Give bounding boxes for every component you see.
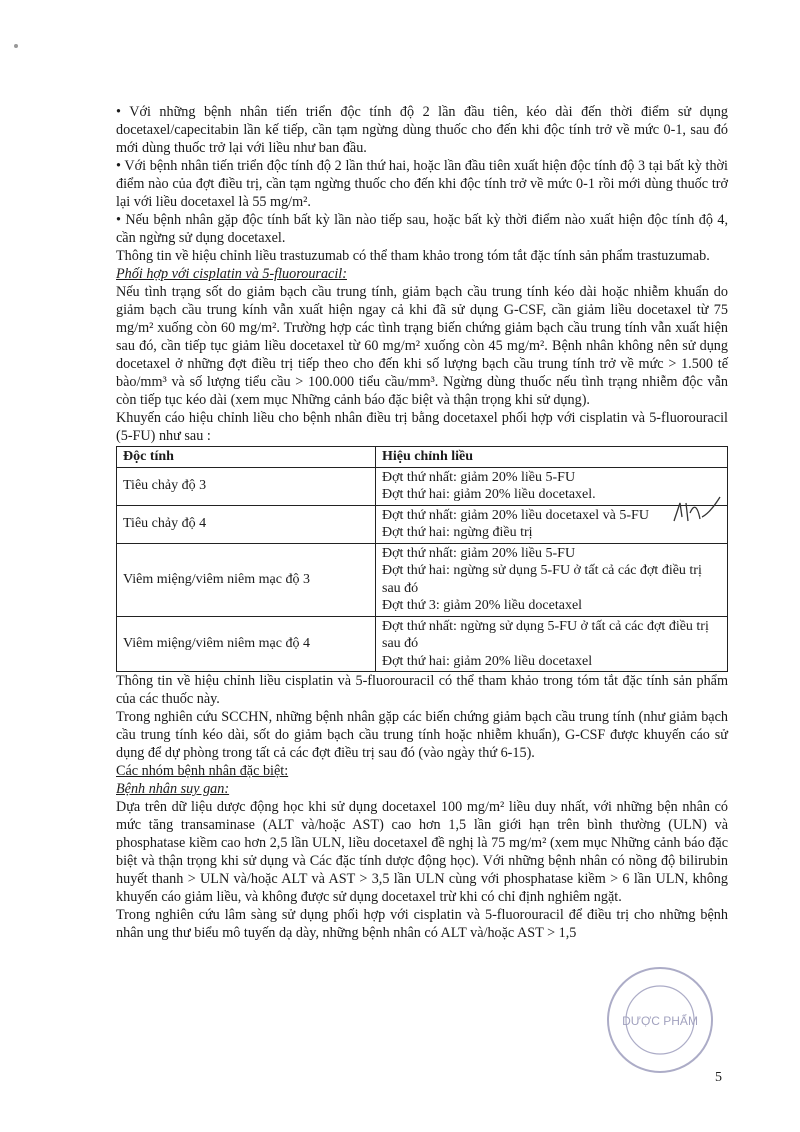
cisplatin-heading: Phối hợp với cisplatin và 5-fluorouracil: xyxy=(116,266,347,282)
after-table-note: Thông tin về hiệu chỉnh liều cisplatin và 5-fluorouracil có thể tham khảo trong tóm tắt đặc tính sản phẩm của các thuốc này. xyxy=(116,673,728,707)
table-header-row xyxy=(117,447,728,468)
table-row xyxy=(117,543,728,616)
adjustment-line: Đợt thứ nhất: giảm 20% liều 5-FU xyxy=(382,469,576,485)
adjustment-line: Đợt thứ hai: ngừng điều trị xyxy=(382,525,533,540)
page-number: 5 xyxy=(715,1070,722,1085)
liver-heading: Bệnh nhân suy gan: xyxy=(116,781,230,797)
trastuzumab-note: Thông tin về hiệu chỉnh liều trastuzumab có thể tham khảo trong tóm tắt đặc tính sản phẩm trastuzumab. xyxy=(116,248,710,264)
bullet-3: • Nếu bệnh nhân gặp độc tính bất kỳ lần nào tiếp sau, hoặc bất kỳ thời điểm nào xuất hiện độc tính độ 4, cần ngừng sử dụng docetaxel. xyxy=(116,212,728,246)
adjustment-line: Đợt thứ nhất: ngừng sử dụng 5-FU ở tất cả các đợt điều trị sau đó xyxy=(382,618,709,651)
table-cell-toxicity: Viêm miệng/viêm niêm mạc độ 4 xyxy=(117,616,376,672)
table-cell-toxicity: Tiêu chảy độ 3 xyxy=(117,467,376,505)
special-groups-heading: Các nhóm bệnh nhân đặc biệt: xyxy=(116,763,289,779)
adjustment-line: Đợt thứ hai: giảm 20% liều docetaxel xyxy=(382,653,593,669)
bullet-1: • Với những bệnh nhân tiến triển độc tính độ 2 lần đầu tiên, kéo dài đến thời điểm sử dụng docetaxel/capecitabin lần kế tiếp, cần tạm ngừng dùng thuốc cho đến khi độc tính trở về mức 0-1, sau đó mới dùng thuốc trở lại với liều như ban đầu. xyxy=(116,104,728,156)
company-stamp-icon xyxy=(575,955,725,1075)
table-row xyxy=(117,467,728,505)
bullet-2: • Với bệnh nhân tiến triển độc tính độ 2 lần thứ hai, hoặc lần đầu tiên xuất hiện độc tính độ 3 tại bất kỳ thời điểm nào của đợt điều trị, cần tạm ngừng thuốc cho đến khi độc tính trở về mức 0-1 rồi mới dùng thuốc trở lại với liều docetaxel là 55 mg/m². xyxy=(116,158,728,210)
stamp-label: DƯỢC PHẨM xyxy=(622,1014,698,1028)
adjustment-line: Đợt thứ nhất: giảm 20% liều docetaxel và 5-FU xyxy=(382,507,649,523)
cisplatin-paragraph: Nếu tình trạng sốt do giảm bạch cầu trung tính, giảm bạch cầu trung tính kéo dài hoặc nhiễm khuẩn do giảm bạch cầu trung kính vẫn xuất hiện ngay cả khi đã sử dụng G-CSF, cần giảm liều docetaxel từ 75 mg/m² xuống còn 60 mg/m². Trường hợp các tình trạng biến chứng giảm bạch cầu trung tính vẫn xuất hiện sau đó, cần tiếp tục giảm liều docetaxel từ 60 mg/m² xuống còn 45 mg/m². Bệnh nhân không nên sử dụng docetaxel ở những đợt điều trị tiếp theo cho đến khi số lượng bạch cầu trung tính trở về mức > 1.500 tế bào/mm³ và số lượng tiểu cầu > 100.000 tiểu cầu/mm³. Ngừng dùng thuốc nếu tình trạng nhiễm độc vẫn còn tiếp tục kéo dài (xem mục Những cảnh báo đặc biệt và thận trọng khi sử dụng). xyxy=(116,284,728,408)
table-cell-adjustment xyxy=(376,543,728,616)
handwritten-initials-icon xyxy=(672,495,722,527)
adjustment-line: Đợt thứ hai: ngừng sử dụng 5-FU ở tất cả các đợt điều trị sau đó xyxy=(382,563,702,596)
scan-speck xyxy=(14,44,18,48)
table-row xyxy=(117,505,728,543)
table-intro: Khuyến cáo hiệu chỉnh liều cho bệnh nhân điều trị bằng docetaxel phối hợp với cisplatin và 5-fluorouracil (5-FU) như sau : xyxy=(116,410,728,444)
table-cell-toxicity: Viêm miệng/viêm niêm mạc độ 3 xyxy=(117,543,376,616)
dose-adjustment-table xyxy=(116,446,728,672)
adjustment-line: Đợt thứ 3: giảm 20% liều docetaxel xyxy=(382,598,583,613)
adjustment-line: Đợt thứ hai: giảm 20% liều docetaxel. xyxy=(382,487,596,502)
table-row xyxy=(117,616,728,672)
table-cell-toxicity: Tiêu chảy độ 4 xyxy=(117,505,376,543)
scchn-paragraph: Trong nghiên cứu SCCHN, những bệnh nhân gặp các biến chứng giảm bạch cầu trung tính (như giảm bạch cầu trung tính kéo dài, sốt do giảm bạch cầu trung tính hoặc nhiễm khuẩn), G-CSF được khuyến cáo sử dụng để dự phòng trong tất cả các đợt điều trị sau đó (vào ngày thứ 6-15). xyxy=(116,709,728,761)
adjustment-line: Đợt thứ nhất: giảm 20% liều 5-FU xyxy=(382,545,576,561)
table-cell-adjustment xyxy=(376,616,728,672)
last-paragraph: Trong nghiên cứu lâm sàng sử dụng phối hợp với cisplatin và 5-fluorouracil để điều trị cho những bệnh nhân ung thư biểu mô tuyến dạ dày, những bệnh nhân có ALT và/hoặc AST > 1,5 xyxy=(116,907,728,941)
liver-paragraph: Dựa trên dữ liệu dược động học khi sử dụng docetaxel 100 mg/m² liều duy nhất, với những bện nhân có mức tăng transaminase (ALT và/hoặc AST) cao hơn 1,5 lần giới hạn trên bình thường (ULN) và phosphatase kiềm cao hơn 2,5 lần ULN, liều docetaxel đề nghị là 75 mg/m² (xem mục Những cảnh báo đặc biệt và thận trọng khi sử dụng và Các đặc tính dược động học). Với những bệnh nhân có nồng độ bilirubin huyết thanh > ULN và/hoặc ALT và AST > 3,5 lần ULN cùng với phosphatase kiềm > 6 lần ULN, không khuyến cáo giảm liều, và không được sử dụng docetaxel trừ khi có chỉ định nghiêm ngặt. xyxy=(116,799,728,905)
table-header-adjustment: Hiệu chỉnh liều xyxy=(376,447,728,468)
document-body xyxy=(116,103,728,942)
table-header-toxicity: Độc tính xyxy=(117,447,376,468)
